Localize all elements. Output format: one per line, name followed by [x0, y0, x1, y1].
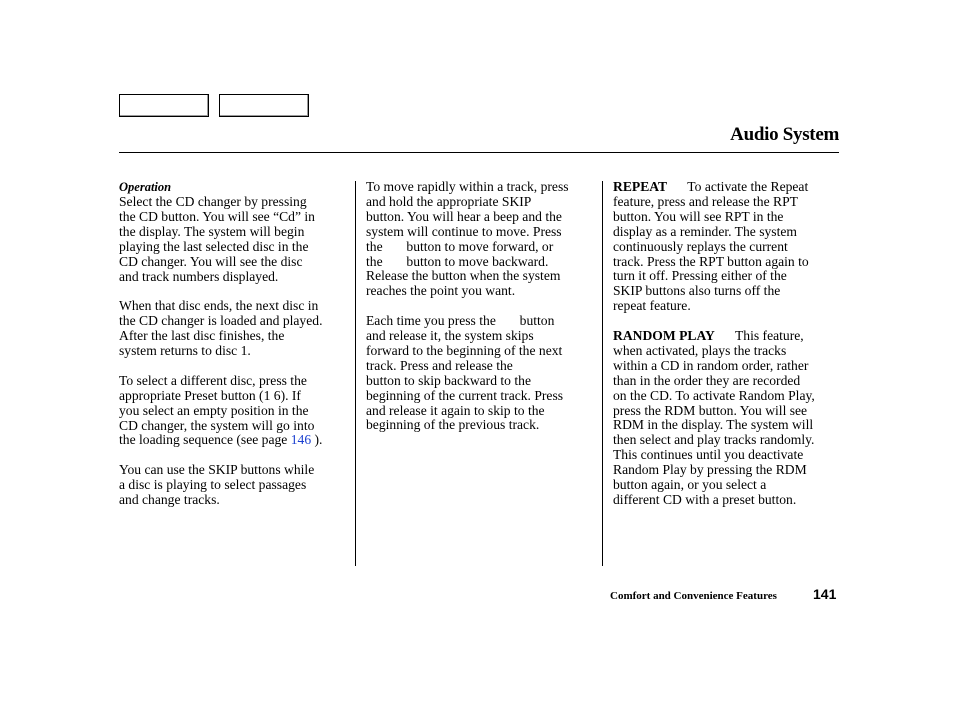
- text-line: SKIP buttons also turns off the: [613, 283, 781, 299]
- text-line: continuously replays the current: [613, 238, 788, 254]
- text-line: You can use the SKIP buttons while: [119, 462, 315, 478]
- text-line: button to skip backward to the: [366, 372, 531, 388]
- text-line: system returns to disc 1.: [119, 343, 251, 359]
- text-line: Release the button when the system: [366, 268, 561, 284]
- text-line: button again, or you select a: [613, 477, 767, 493]
- paragraph: [119, 299, 351, 359]
- column-3: [613, 180, 841, 523]
- text-line: Random Play by pressing the RDM: [613, 462, 807, 478]
- text-line: Each time you press the button: [366, 313, 555, 329]
- text-line: beginning of the previous track.: [366, 417, 540, 433]
- text-line: forward to the beginning of the next: [366, 342, 563, 358]
- paragraph-repeat: [613, 180, 841, 314]
- text-line: repeat feature.: [613, 298, 691, 314]
- text-line: appropriate Preset button (1 6). If: [119, 387, 301, 403]
- text-line: beginning of the current track. Press: [366, 387, 564, 403]
- text-line: After the last disc finishes, the: [119, 328, 285, 344]
- text-line: you select an empty position in the: [119, 402, 309, 418]
- paragraph: [119, 463, 351, 508]
- text-line: different CD with a preset button.: [613, 492, 797, 508]
- text-line: system will continue to move. Press: [366, 223, 562, 239]
- column-1: [119, 180, 351, 523]
- text-line: and track numbers displayed.: [119, 268, 279, 284]
- text-line: track. Press and release the: [366, 357, 513, 373]
- text-line: Select the CD changer by pressing: [119, 194, 307, 209]
- index-nav-button[interactable]: [219, 94, 309, 117]
- text-line: [613, 180, 841, 195]
- text-line: This continues until you deactivate: [613, 447, 804, 463]
- term-random-play: RANDOM PLAY: [613, 328, 715, 344]
- text-line: feature, press and release the RPT: [613, 193, 798, 209]
- text-line: CD changer, the system will go into: [119, 417, 315, 433]
- text-line: then select and play tracks randomly.: [613, 432, 815, 448]
- page-title: Audio System: [730, 124, 839, 145]
- header-rule: [119, 152, 839, 153]
- text-line: when activated, plays the tracks: [613, 342, 787, 358]
- main-menu-nav-button[interactable]: [119, 94, 209, 117]
- text-line: To move rapidly within a track, press: [366, 179, 569, 194]
- column-2: [366, 180, 598, 448]
- text-line: within a CD in random order, rather: [613, 357, 809, 373]
- text-fragment: To activate the Repeat: [667, 179, 809, 194]
- text-line: button. You will see RPT in the: [613, 208, 784, 224]
- text-line: and release it again to skip to the: [366, 402, 545, 418]
- text-line: the CD button. You will see “Cd” in: [119, 208, 315, 224]
- text-line: a disc is playing to select passages: [119, 477, 307, 493]
- text-line: track. Press the RPT button again to: [613, 253, 809, 269]
- text-line: the button to move forward, or: [366, 238, 554, 254]
- column-divider: [355, 181, 356, 566]
- text-line: turn it off. Pressing either of the: [613, 268, 787, 284]
- text-line: [119, 433, 351, 448]
- column-divider: [602, 181, 603, 566]
- text-line: display as a reminder. The system: [613, 223, 797, 239]
- text-line: the button to move backward.: [366, 253, 549, 269]
- text-line: on the CD. To activate Random Play,: [613, 387, 815, 403]
- page-link[interactable]: 146: [290, 432, 312, 448]
- text-line: [613, 329, 841, 344]
- text-fragment: ).: [311, 432, 323, 448]
- text-line: playing the last selected disc in the: [119, 238, 309, 254]
- text-line: button. You will hear a beep and the: [366, 208, 562, 224]
- text-line: RDM in the display. The system will: [613, 417, 814, 433]
- term-repeat: REPEAT: [613, 179, 668, 194]
- text-line: When that disc ends, the next disc in: [119, 298, 319, 314]
- text-line: and change tracks.: [119, 492, 220, 508]
- text-line: than in the order they are recorded: [613, 372, 801, 388]
- text-fragment: This feature,: [714, 328, 804, 344]
- text-line: and hold the appropriate SKIP: [366, 193, 532, 209]
- text-line: press the RDM button. You will see: [613, 402, 808, 418]
- text-line: CD changer. You will see the disc: [119, 253, 303, 269]
- text-line: To select a different disc, press the: [119, 372, 307, 388]
- paragraph: [119, 374, 351, 449]
- subheading-operation: Operation: [119, 180, 172, 194]
- footer-section-label: Comfort and Convenience Features: [610, 590, 777, 602]
- text-line: the display. The system will begin: [119, 223, 305, 239]
- text-line: reaches the point you want.: [366, 283, 516, 299]
- paragraph-random-play: [613, 329, 841, 508]
- page-number: 141: [813, 586, 837, 602]
- paragraph: [366, 180, 598, 299]
- paragraph: [366, 314, 598, 433]
- text-line: the CD changer is loaded and played.: [119, 313, 323, 329]
- text-line: and release it, the system skips: [366, 328, 534, 344]
- text-fragment: the loading sequence (see page: [119, 432, 291, 448]
- paragraph: [119, 195, 351, 284]
